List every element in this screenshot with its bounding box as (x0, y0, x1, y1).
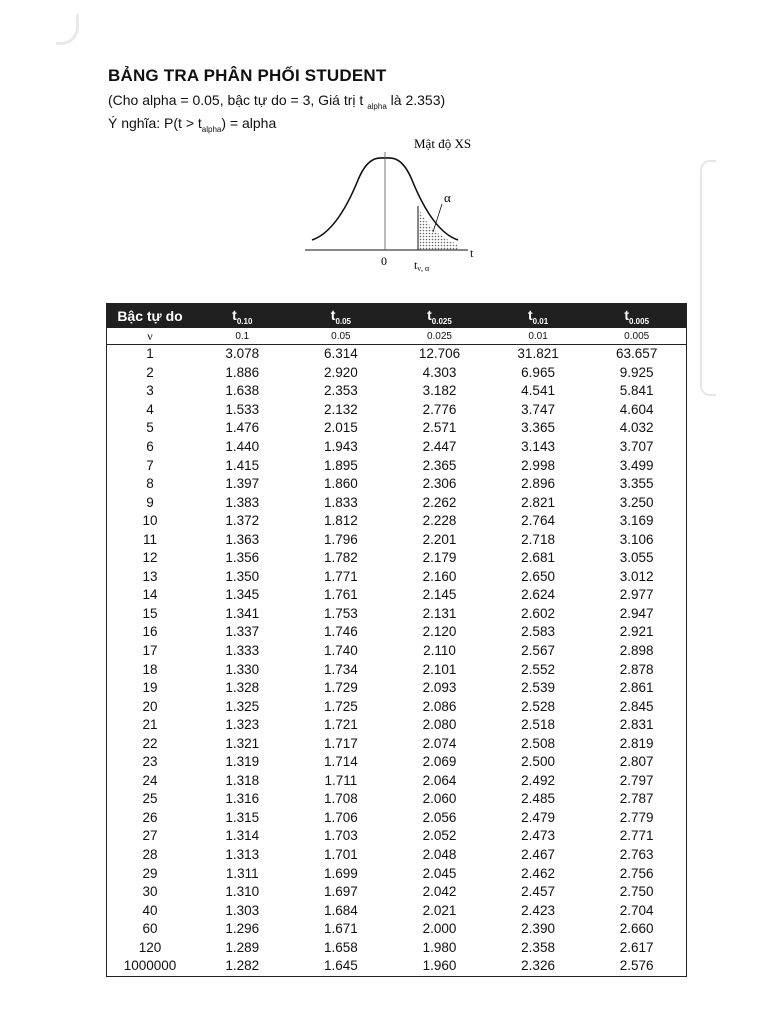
critical-value-cell: 2.617 (619, 939, 654, 955)
critical-value-cell: 6.965 (521, 364, 555, 380)
degrees-of-freedom-cell: 1 (146, 346, 154, 362)
critical-value-cell: 2.681 (521, 550, 555, 566)
critical-value-cell: 2.467 (521, 847, 555, 863)
critical-value-cell: 2.750 (619, 884, 654, 900)
critical-value-cell: 1.383 (225, 494, 260, 510)
degrees-of-freedom-cell: 20 (142, 698, 158, 714)
critical-value-cell: 1.761 (323, 587, 358, 603)
critical-value-cell: 2.771 (619, 828, 654, 844)
critical-value-cell: 2.353 (323, 383, 358, 399)
critical-value-cell: 2.977 (619, 587, 654, 603)
critical-value-cell: 3.078 (225, 346, 260, 362)
alpha-value: 0.025 (390, 328, 489, 345)
critical-value-cell: 2.120 (422, 624, 457, 640)
degrees-of-freedom-cell: 9 (146, 494, 154, 510)
critical-value-cell: 1.345 (225, 587, 260, 603)
critical-value-cell: 1.314 (225, 828, 260, 844)
table-row (107, 623, 686, 642)
critical-value-cell: 2.110 (423, 643, 456, 659)
degrees-of-freedom-cell: 120 (138, 939, 162, 955)
critical-value-cell: 1.729 (323, 680, 358, 696)
column-header (107, 304, 193, 328)
t-axis-label: t (470, 246, 474, 260)
critical-value-cell: 2.776 (422, 401, 457, 417)
alpha-value: 0.05 (292, 328, 391, 345)
table-row (107, 772, 686, 791)
column-header-main: t (330, 306, 336, 323)
critical-value-cell: 2.756 (619, 865, 654, 881)
critical-value-cell: 1.476 (225, 420, 260, 436)
table-row (107, 419, 686, 438)
table-row (107, 382, 686, 401)
degrees-of-freedom-cell: 25 (142, 791, 158, 807)
critical-value-cell: 2.571 (422, 420, 457, 436)
column-header (587, 304, 686, 328)
critical-value-cell: 2.015 (323, 420, 358, 436)
critical-value-cell: 1.363 (225, 531, 260, 547)
critical-value-cell: 2.306 (422, 476, 457, 492)
critical-value-cell: 2.423 (521, 902, 555, 918)
critical-value-cell: 2.508 (521, 735, 555, 751)
critical-value-cell: 2.365 (422, 457, 457, 473)
degrees-of-freedom-cell: 3 (146, 383, 154, 399)
table-header-row (107, 304, 686, 328)
critical-value-cell: 1.703 (323, 828, 358, 844)
table-row (107, 568, 686, 587)
alpha-value: 0.01 (489, 328, 588, 345)
column-header-sub: 0.05 (335, 316, 352, 326)
critical-value-cell: 2.878 (619, 661, 654, 677)
critical-value-cell: 2.056 (422, 809, 457, 825)
degrees-of-freedom-cell: 4 (146, 401, 154, 417)
critical-value-cell: 2.262 (422, 494, 457, 510)
degrees-of-freedom-cell: 19 (142, 680, 158, 696)
student-t-table (106, 303, 687, 977)
critical-value-cell: 2.821 (521, 494, 555, 510)
degrees-of-freedom-cell: 10 (142, 513, 158, 529)
critical-value-cell: 1.316 (225, 791, 260, 807)
degrees-of-freedom-cell: 27 (142, 828, 158, 844)
table-row (107, 364, 686, 383)
subtitle-meaning-post: ) = alpha (221, 115, 277, 131)
zero-label: 0 (381, 254, 387, 268)
critical-value-cell: 2.602 (521, 605, 555, 621)
critical-value-cell: 4.541 (521, 383, 555, 399)
critical-value-cell: 2.660 (619, 921, 654, 937)
degrees-of-freedom-cell: 14 (142, 587, 158, 603)
critical-value-cell: 1.658 (323, 939, 358, 955)
critical-value-cell: 2.045 (422, 865, 457, 881)
table-row (107, 901, 686, 920)
critical-value-cell: 2.552 (521, 661, 555, 677)
subtitle-meaning (108, 115, 276, 134)
critical-value-cell: 1.706 (323, 809, 358, 825)
critical-value-cell: 1.796 (323, 531, 358, 547)
critical-value-cell: 2.093 (422, 680, 457, 696)
critical-value-cell: 2.131 (422, 605, 457, 621)
critical-value-cell: 2.132 (323, 401, 358, 417)
critical-value-label (414, 258, 430, 273)
critical-value-cell: 1.372 (225, 513, 260, 529)
critical-value-cell: 2.898 (619, 643, 654, 659)
critical-value-cell: 1.895 (323, 457, 358, 473)
critical-value-cell: 1.356 (225, 550, 260, 566)
critical-value-cell: 2.101 (422, 661, 457, 677)
critical-value-cell: 4.303 (422, 364, 457, 380)
table-row (107, 827, 686, 846)
critical-value-cell: 2.539 (521, 680, 555, 696)
degrees-of-freedom-cell: 6 (146, 439, 154, 454)
alpha-value: 0.1 (193, 328, 292, 345)
critical-value-cell: 2.457 (521, 884, 555, 900)
column-header-main: t (427, 306, 432, 323)
degrees-of-freedom-cell: 24 (142, 772, 158, 788)
table-row (107, 920, 686, 939)
table-row (107, 530, 686, 549)
degrees-of-freedom-cell: 11 (142, 531, 157, 547)
degrees-of-freedom-cell: 7 (146, 457, 154, 473)
critical-value-cell: 3.250 (619, 494, 654, 510)
critical-value-cell: 1.341 (225, 605, 260, 621)
critical-value-cell: 1.328 (225, 680, 260, 696)
critical-value-cell: 1.721 (323, 717, 358, 733)
subtitle-meaning-sub: alpha (201, 124, 222, 134)
critical-value-cell: 1.337 (225, 624, 260, 640)
critical-value-cell: 3.355 (619, 476, 654, 492)
critical-value-cell: 3.169 (619, 513, 654, 529)
critical-value-cell: 2.021 (422, 902, 457, 918)
table-body (107, 345, 686, 976)
table-row (107, 939, 686, 958)
degrees-of-freedom-cell: 22 (142, 735, 158, 751)
critical-value-cell: 1.350 (225, 568, 260, 584)
critical-value-main: t (414, 258, 418, 272)
table-row (107, 790, 686, 809)
critical-value-cell: 1.708 (323, 791, 358, 807)
critical-value-cell: 1.699 (323, 865, 358, 881)
critical-value-cell: 1.697 (323, 884, 358, 900)
column-header-main: t (527, 306, 533, 323)
critical-value-cell: 1.397 (225, 476, 260, 492)
critical-value-cell: 2.998 (521, 457, 555, 473)
critical-value-cell: 2.145 (422, 587, 457, 603)
critical-value-cell: 2.763 (619, 847, 654, 863)
critical-value-cell: 2.228 (422, 513, 457, 529)
density-label: Mật độ XS (414, 136, 472, 151)
degrees-of-freedom-cell: 23 (142, 754, 158, 770)
critical-value-cell: 1.282 (225, 958, 260, 974)
critical-value-cell: 1.771 (323, 568, 358, 584)
nu-label: ν (107, 328, 193, 345)
critical-value-cell: 2.052 (422, 828, 457, 844)
critical-value-cell: 1.734 (323, 661, 358, 677)
t-distribution-diagram (290, 130, 500, 280)
critical-value-cell: 2.080 (422, 717, 457, 733)
side-scroll-bracket (700, 160, 716, 396)
critical-value-cell: 3.143 (521, 439, 555, 454)
critical-value-cell: 2.358 (521, 939, 555, 955)
table-row (107, 475, 686, 494)
critical-value-cell: 1.311 (225, 865, 259, 881)
critical-value-cell: 1.303 (225, 902, 260, 918)
critical-value-cell: 4.032 (619, 420, 654, 436)
critical-value-cell: 1.319 (225, 754, 260, 770)
table-row (107, 549, 686, 568)
table-row (107, 586, 686, 605)
critical-value-cell: 1.315 (225, 809, 260, 825)
table-row (107, 883, 686, 902)
critical-value-cell: 1.325 (225, 698, 260, 714)
degrees-of-freedom-cell: 40 (142, 902, 158, 918)
column-header-sub: 0.025 (431, 316, 452, 326)
critical-value-cell: 9.925 (619, 364, 654, 380)
critical-value-cell: 2.819 (619, 735, 654, 751)
critical-value-cell: 2.797 (619, 772, 654, 788)
critical-value-cell: 1.289 (225, 939, 260, 955)
degrees-of-freedom-cell: 17 (142, 643, 158, 659)
critical-value-cell: 1.714 (323, 754, 358, 770)
subtitle-example (108, 92, 445, 111)
critical-value-cell: 2.624 (521, 587, 555, 603)
critical-value-cell: 1.533 (225, 401, 260, 417)
critical-value-cell: 31.821 (517, 346, 559, 362)
degrees-of-freedom-cell: 30 (142, 884, 158, 900)
degrees-of-freedom-cell: 18 (142, 661, 158, 677)
table-row (107, 512, 686, 531)
degrees-of-freedom-cell: 8 (146, 476, 154, 492)
table-row (107, 679, 686, 698)
critical-value-cell: 2.064 (422, 772, 457, 788)
table-row (107, 716, 686, 735)
critical-value-cell: 3.499 (619, 457, 654, 473)
degrees-of-freedom-cell: 13 (142, 568, 158, 584)
degrees-of-freedom-cell: 28 (142, 847, 158, 863)
critical-value-cell: 1.415 (225, 457, 260, 473)
corner-decoration (56, 14, 79, 45)
critical-value-cell: 1.886 (225, 364, 260, 380)
critical-value-cell: 2.042 (422, 884, 457, 900)
critical-value-cell: 1.313 (225, 847, 260, 863)
degrees-of-freedom-cell: 29 (142, 865, 158, 881)
column-header (193, 304, 292, 328)
critical-value-cell: 2.704 (619, 902, 654, 918)
critical-value-cell: 1.711 (324, 772, 358, 788)
critical-value-cell: 2.000 (422, 921, 457, 937)
table-row (107, 734, 686, 753)
degrees-of-freedom-cell: 15 (142, 605, 158, 621)
column-header-main: Bậc tự do (117, 308, 183, 324)
critical-value-cell: 12.706 (418, 346, 461, 362)
degrees-of-freedom-cell: 12 (142, 550, 158, 566)
critical-value-cell: 2.920 (323, 364, 358, 380)
critical-value-cell: 2.048 (422, 847, 457, 863)
critical-value-cell: 1.960 (422, 958, 457, 974)
table-row (107, 957, 686, 976)
degrees-of-freedom-cell: 1000000 (123, 958, 177, 974)
table-row (107, 605, 686, 624)
subtitle-example-pre: (Cho alpha = 0.05, bậc tự do = 3, Giá trị t (108, 92, 364, 108)
critical-value-cell: 1.684 (323, 902, 358, 918)
critical-value-cell: 1.943 (323, 439, 358, 454)
critical-value-cell: 4.604 (619, 401, 654, 417)
critical-value-cell: 2.179 (422, 550, 457, 566)
column-header (489, 304, 588, 328)
table-row (107, 642, 686, 661)
page-title: BẢNG TRA PHÂN PHỐI STUDENT (108, 66, 387, 85)
critical-value-cell: 63.657 (616, 346, 658, 362)
table-row (107, 345, 686, 364)
critical-value-sub: ν, α (417, 264, 430, 273)
critical-value-cell: 2.845 (619, 698, 654, 714)
table-row (107, 401, 686, 420)
degrees-of-freedom-cell: 60 (142, 921, 158, 937)
critical-value-cell: 2.567 (521, 643, 555, 659)
column-header-sub: 0.005 (629, 316, 650, 326)
critical-value-cell: 2.447 (422, 439, 457, 454)
critical-value-cell: 1.980 (422, 939, 457, 955)
critical-value-cell: 1.740 (323, 643, 358, 659)
alpha-tail-area (418, 208, 458, 250)
critical-value-cell: 2.160 (422, 568, 457, 584)
table-row (107, 864, 686, 883)
subtitle-example-sub: alpha (367, 101, 387, 111)
critical-value-cell: 1.330 (225, 661, 260, 677)
critical-value-cell: 1.746 (323, 624, 358, 640)
critical-value-cell: 2.473 (521, 828, 555, 844)
critical-value-cell: 1.296 (225, 921, 260, 937)
critical-value-cell: 3.747 (521, 401, 555, 417)
critical-value-cell: 2.069 (422, 754, 457, 770)
critical-value-cell: 2.650 (521, 568, 555, 584)
critical-value-cell: 2.831 (619, 717, 654, 733)
critical-value-cell: 3.707 (619, 439, 654, 454)
table-row (107, 809, 686, 828)
critical-value-cell: 2.518 (521, 717, 555, 733)
critical-value-cell: 2.861 (619, 680, 654, 696)
critical-value-cell: 3.012 (619, 568, 654, 584)
degrees-of-freedom-cell: 5 (146, 420, 154, 436)
critical-value-cell: 3.055 (619, 550, 654, 566)
subtitle-example-post: là 2.353) (390, 92, 446, 108)
critical-value-cell: 2.462 (521, 865, 555, 881)
critical-value-cell: 1.833 (323, 494, 358, 510)
column-header-main: t (624, 306, 629, 323)
column-header-sub: 0.01 (532, 316, 549, 326)
critical-value-cell: 2.479 (521, 809, 555, 825)
critical-value-cell: 1.753 (323, 605, 358, 621)
degrees-of-freedom-cell: 26 (142, 809, 158, 825)
critical-value-cell: 2.500 (521, 754, 555, 770)
critical-value-cell: 2.779 (619, 809, 654, 825)
critical-value-cell: 1.812 (323, 513, 358, 529)
column-header-sub: 0.10 (236, 316, 253, 326)
critical-value-cell: 2.326 (521, 958, 555, 974)
critical-value-cell: 2.492 (521, 772, 555, 788)
critical-value-cell: 3.106 (619, 531, 654, 547)
critical-value-cell: 2.583 (521, 624, 555, 640)
subtitle-meaning-pre: Ý nghĩa: P(t > t (108, 115, 202, 131)
table-row (107, 493, 686, 512)
critical-value-cell: 1.860 (323, 476, 358, 492)
critical-value-cell: 6.314 (323, 346, 358, 362)
critical-value-cell: 1.318 (225, 772, 260, 788)
column-header (390, 304, 489, 328)
table-row (107, 438, 686, 457)
table-row (107, 697, 686, 716)
critical-value-cell: 2.086 (422, 698, 457, 714)
critical-value-cell: 2.390 (521, 921, 555, 937)
alpha-row (107, 328, 686, 345)
critical-value-cell: 1.717 (323, 735, 358, 751)
critical-value-cell: 2.074 (422, 735, 457, 751)
critical-value-cell: 1.310 (225, 884, 260, 900)
critical-value-cell: 2.896 (521, 476, 555, 492)
critical-value-cell: 2.718 (521, 531, 555, 547)
critical-value-cell: 1.440 (225, 439, 260, 454)
column-header-main: t (232, 306, 237, 323)
degrees-of-freedom-cell: 16 (142, 624, 158, 640)
critical-value-cell: 2.060 (422, 791, 457, 807)
critical-value-cell: 1.323 (225, 717, 260, 733)
critical-value-cell: 3.182 (422, 383, 457, 399)
critical-value-cell: 2.807 (619, 754, 654, 770)
degrees-of-freedom-cell: 2 (146, 364, 154, 380)
alpha-label: α (444, 190, 451, 205)
critical-value-cell: 5.841 (619, 383, 654, 399)
critical-value-cell: 1.333 (225, 643, 260, 659)
critical-value-cell: 1.725 (323, 698, 358, 714)
critical-value-cell: 3.365 (521, 420, 555, 436)
critical-value-cell: 2.787 (619, 791, 654, 807)
table-row (107, 456, 686, 475)
table-row (107, 660, 686, 679)
critical-value-cell: 1.671 (323, 921, 358, 937)
critical-value-cell: 1.782 (323, 550, 358, 566)
critical-value-cell: 1.638 (225, 383, 260, 399)
critical-value-cell: 1.321 (225, 735, 260, 751)
table-row (107, 753, 686, 772)
critical-value-cell: 1.701 (323, 847, 358, 863)
critical-value-cell: 2.921 (619, 624, 654, 640)
critical-value-cell: 1.645 (323, 958, 358, 974)
critical-value-cell: 2.201 (422, 531, 457, 547)
critical-value-cell: 2.947 (619, 605, 654, 621)
critical-value-cell: 2.764 (521, 513, 555, 529)
degrees-of-freedom-cell: 21 (142, 717, 158, 733)
column-header (292, 304, 391, 328)
critical-value-cell: 2.485 (521, 791, 555, 807)
table-row (107, 846, 686, 865)
critical-value-cell: 2.576 (619, 958, 654, 974)
critical-value-cell: 2.528 (521, 698, 555, 714)
alpha-value: 0.005 (587, 328, 686, 345)
